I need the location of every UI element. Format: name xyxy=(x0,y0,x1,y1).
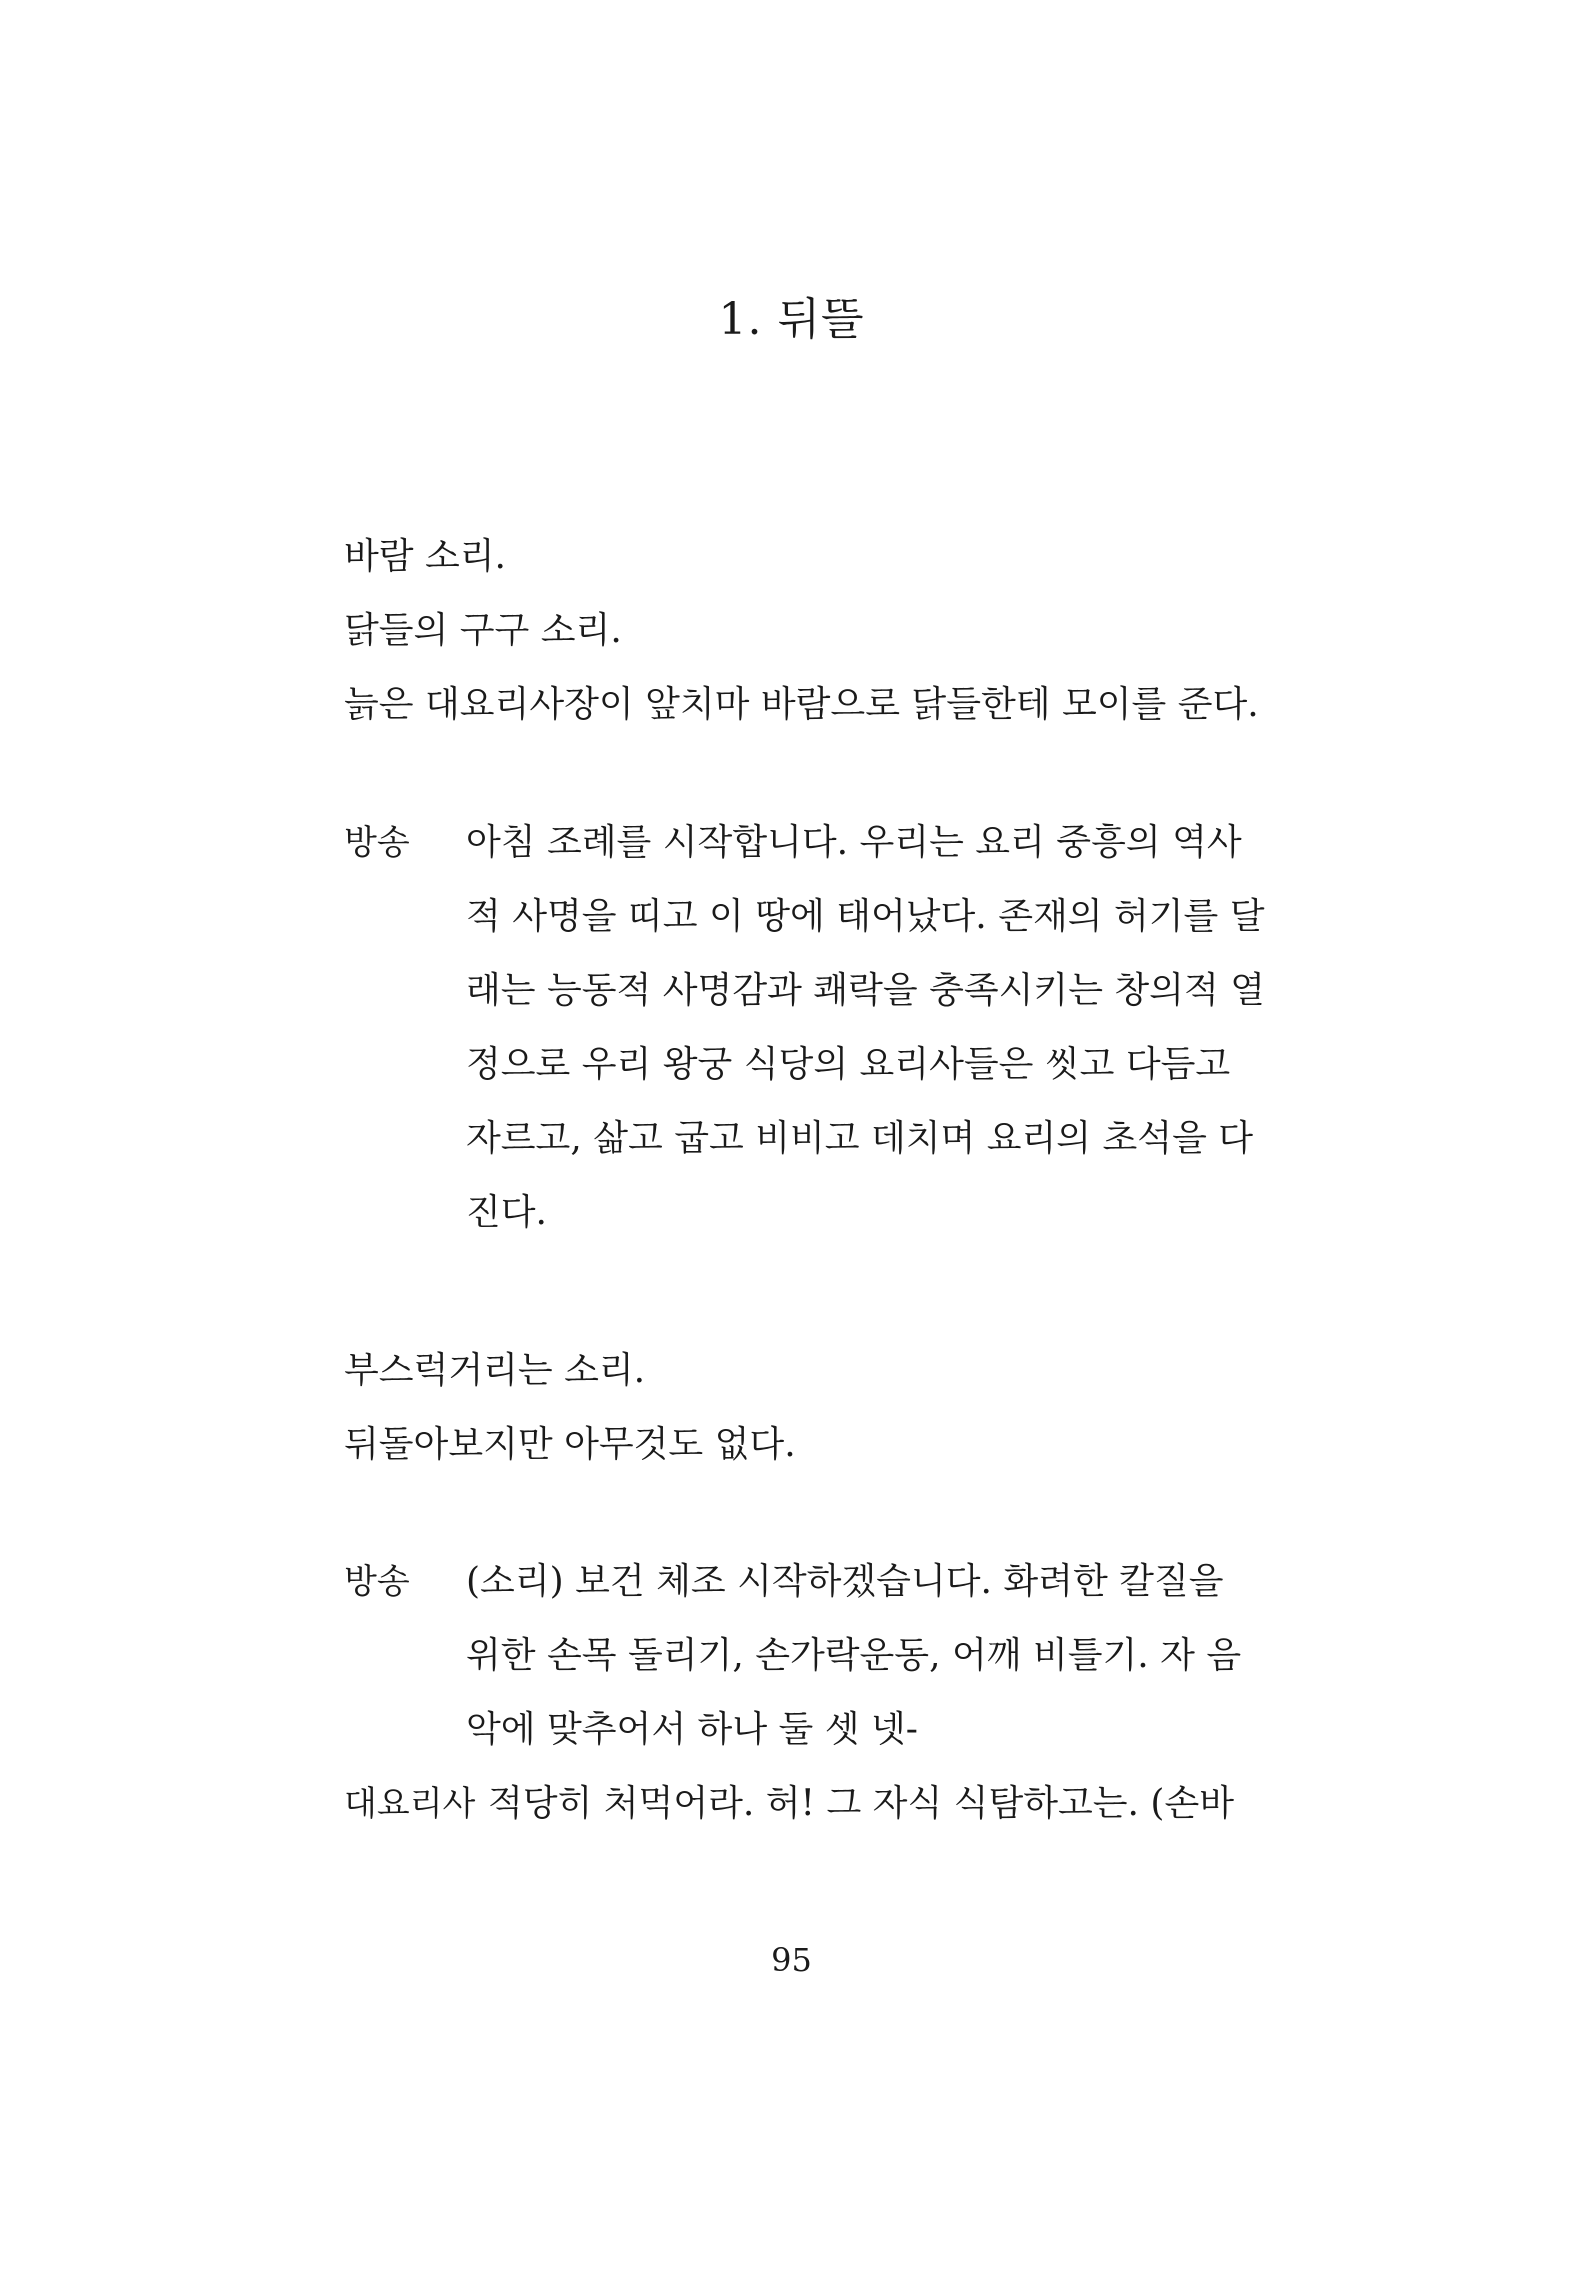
speaker-name: 방송 xyxy=(344,823,410,863)
dialogue-head-chef xyxy=(344,1767,1284,1841)
stage-directions-1 xyxy=(344,520,1284,742)
speech-line: 적 사명을 띠고 이 땅에 태어났다. 존재의 허기를 달 xyxy=(466,896,1265,937)
speech-line: 진다. xyxy=(466,1192,547,1233)
stage-line: 늙은 대요리사장이 앞치마 바람으로 닭들한테 모이를 준다. xyxy=(344,684,1259,725)
chapter-title: 1. 뒤뜰 xyxy=(718,294,865,345)
speech-text xyxy=(488,1767,1284,1841)
stage-line: 바람 소리. xyxy=(344,536,506,577)
speaker-name: 대요리사 xyxy=(344,1784,476,1824)
speech-line: 적당히 처먹어라. 허! 그 자식 식탐하고는. (손바 xyxy=(488,1783,1235,1824)
dialogue-broadcast-1 xyxy=(344,806,1284,1250)
speech-line: 위한 손목 돌리기, 손가락운동, 어깨 비틀기. 자 음 xyxy=(466,1635,1242,1676)
speech-line: 래는 능동적 사명감과 쾌락을 충족시키는 창의적 열 xyxy=(466,970,1265,1011)
page-number: 95 xyxy=(771,1941,812,1979)
speech-text xyxy=(466,806,1284,1250)
stage-line: 닭들의 구구 소리. xyxy=(344,610,622,651)
speech-line: 아침 조례를 시작합니다. 우리는 요리 중흥의 역사 xyxy=(466,822,1242,863)
speech-line: 정으로 우리 왕궁 식당의 요리사들은 씻고 다듬고 xyxy=(466,1044,1231,1085)
dialogue-broadcast-2 xyxy=(344,1545,1284,1767)
speech-line: 자르고, 삶고 굽고 비비고 데치며 요리의 초석을 다 xyxy=(466,1118,1254,1159)
speech-text xyxy=(466,1545,1284,1767)
stage-line: 뒤돌아보지만 아무것도 없다. xyxy=(344,1424,796,1465)
speech-line: 악에 맞추어서 하나 둘 셋 넷- xyxy=(466,1709,918,1750)
speaker-name: 방송 xyxy=(344,1562,410,1602)
stage-line: 부스럭거리는 소리. xyxy=(344,1350,646,1391)
speech-line: (소리) 보건 체조 시작하겠습니다. 화려한 칼질을 xyxy=(466,1561,1224,1602)
stage-directions-2 xyxy=(344,1334,1284,1482)
